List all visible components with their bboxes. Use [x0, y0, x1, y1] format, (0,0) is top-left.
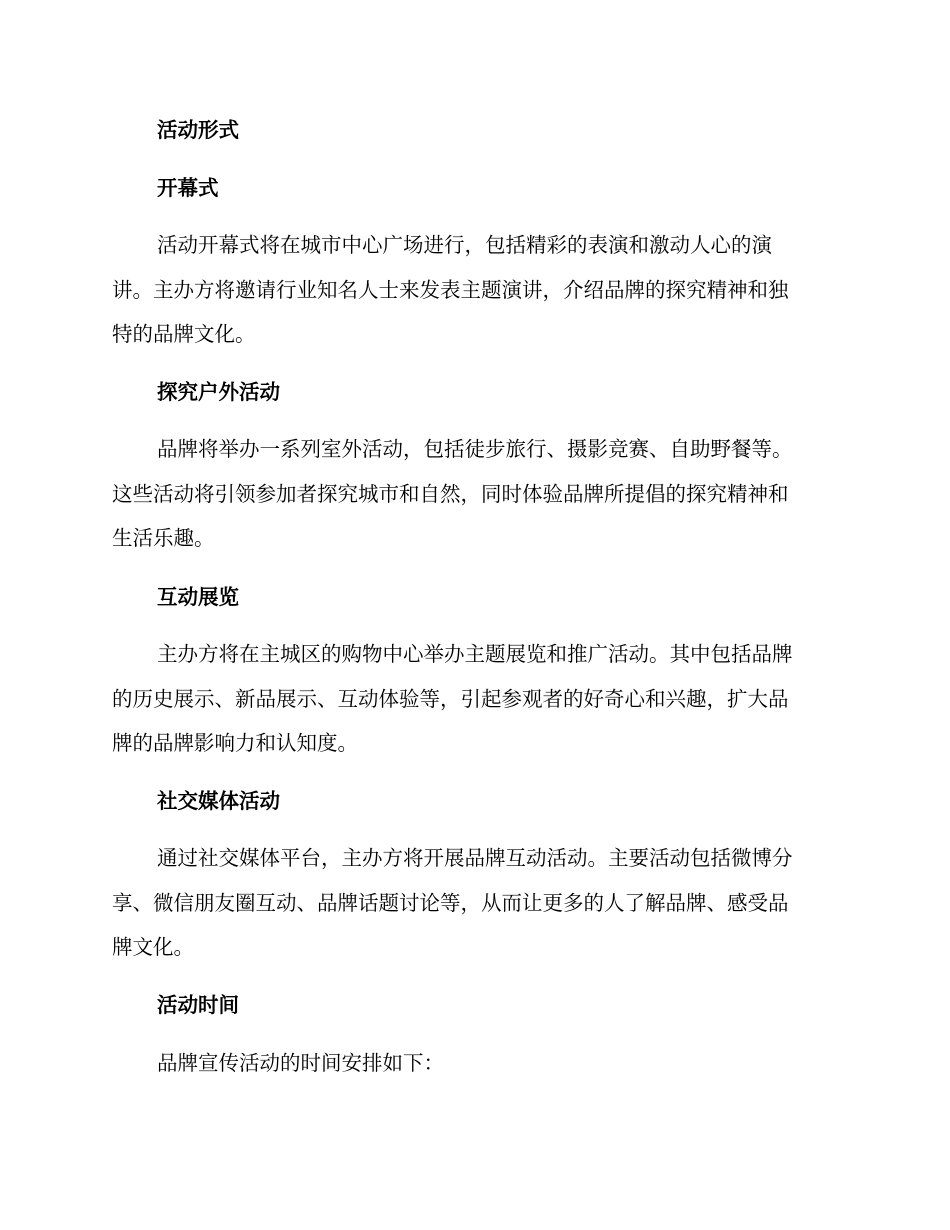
- section-heading-opening-ceremony: 开幕式: [157, 176, 219, 200]
- paragraph-line: 牌的品牌影响力和认知度。: [112, 731, 358, 755]
- paragraph-line: 享、微信朋友圈互动、品牌话题讨论等，从而让更多的人了解品牌、感受品: [112, 890, 789, 915]
- section-heading-social-media: 社交媒体活动: [157, 789, 280, 813]
- paragraph-line: 品牌将举办一系列室外活动，包括徒步旅行、摄影竞赛、自助野餐等。: [157, 437, 793, 461]
- paragraph-line: 的历史展示、新品展示、互动体验等，引起参观者的好奇心和兴趣，扩大品: [112, 686, 789, 711]
- paragraph-line: 主办方将在主城区的购物中心举办主题展览和推广活动。其中包括品牌: [157, 642, 793, 666]
- paragraph-opening-ceremony: [112, 235, 789, 369]
- paragraph-activity-time: [112, 1053, 444, 1098]
- paragraph-line: 通过社交媒体平台，主办方将开展品牌互动活动。主要活动包括微博分: [157, 846, 793, 870]
- paragraph-line: 活动开幕式将在城市中心广场进行，包括精彩的表演和激动人心的演: [157, 233, 772, 257]
- paragraph-line: 牌文化。: [112, 935, 194, 959]
- paragraph-outdoor-activities: [112, 439, 793, 573]
- section-heading-interactive-exhibition: 互动展览: [157, 585, 239, 609]
- paragraph-line: 这些活动将引领参加者探究城市和自然，同时体验品牌所提倡的探究精神和: [112, 481, 789, 506]
- paragraph-line: 讲。主办方将邀请行业知名人士来发表主题演讲，介绍品牌的探究精神和独: [112, 277, 789, 302]
- section-heading-activity-time: 活动时间: [157, 993, 239, 1017]
- paragraph-social-media: [112, 848, 793, 982]
- paragraph-line: 特的品牌文化。: [112, 322, 256, 346]
- paragraph-line: 生活乐趣。: [112, 526, 215, 550]
- section-heading-activity-format: 活动形式: [157, 118, 239, 142]
- section-heading-outdoor-activities: 探究户外活动: [157, 380, 280, 404]
- paragraph-interactive-exhibition: [112, 644, 793, 778]
- paragraph-line: 品牌宣传活动的时间安排如下：: [157, 1051, 444, 1075]
